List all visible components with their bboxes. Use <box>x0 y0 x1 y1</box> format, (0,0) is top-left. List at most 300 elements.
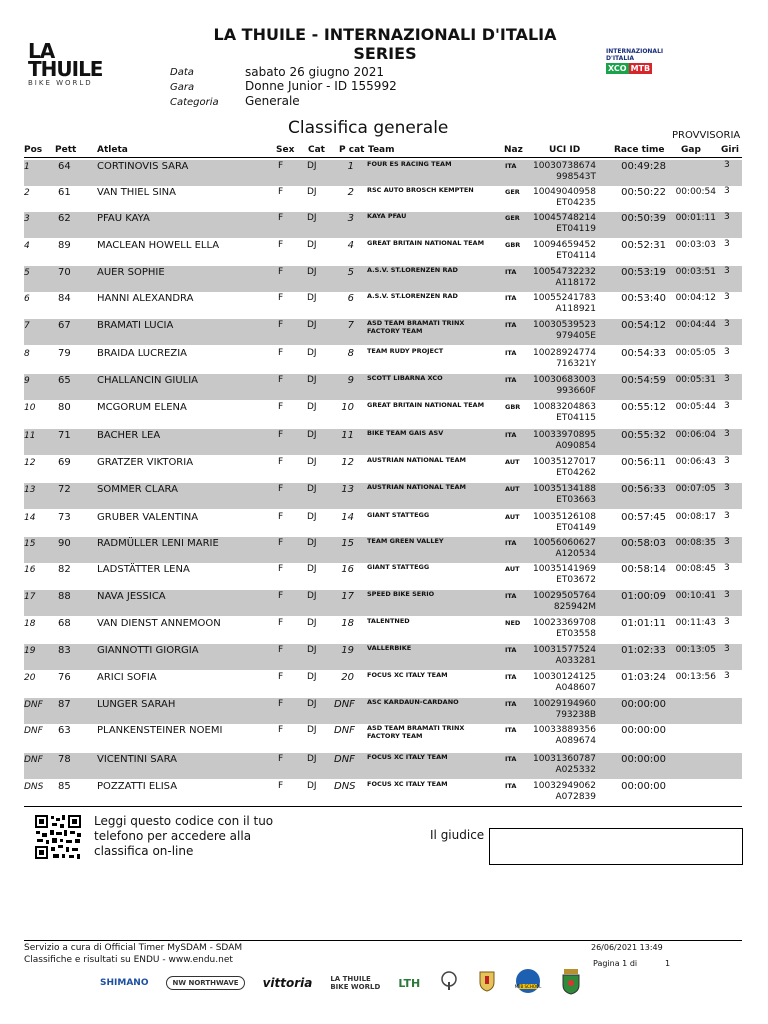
cell-naz: ITA <box>505 268 517 276</box>
cell-pett: 83 <box>58 645 71 656</box>
cell-pcat: 6 <box>347 293 354 304</box>
table-row <box>24 537 742 563</box>
cell-naz: AUT <box>505 513 520 521</box>
mtb-school-icon <box>514 967 542 999</box>
cell-pos: 16 <box>24 565 36 575</box>
cell-uci-id: 10029194960 793238B <box>533 699 596 720</box>
col-race-time: Race time <box>614 145 665 155</box>
cell-athlete: VAN DIENST ANNEMOON <box>97 618 221 629</box>
col-pcat: P cat <box>339 145 365 155</box>
cell-giri: 3 <box>724 511 730 521</box>
cell-uci-id: 10056060627 A120534 <box>533 538 596 559</box>
cell-race-time: 00:57:45 <box>621 512 666 523</box>
cell-cat: DJ <box>307 320 317 330</box>
bike-world-text: BIKE WORLD <box>28 79 93 87</box>
cell-race-time: 01:01:11 <box>621 618 666 629</box>
cell-giri: 3 <box>724 186 730 196</box>
cell-athlete: BRAIDA LUCREZIA <box>97 348 188 359</box>
cell-team: A.S.V. ST.LORENZEN RAD <box>367 266 458 274</box>
cell-naz: ITA <box>505 782 517 790</box>
table-row <box>24 292 742 318</box>
cell-pett: 72 <box>58 484 71 495</box>
table-row <box>24 753 742 779</box>
table-row <box>24 724 742 750</box>
cell-pos: 9 <box>24 376 30 386</box>
cell-team: SPEED BIKE SERIO <box>367 590 435 598</box>
cell-athlete: CORTINOVIS SARA <box>97 161 189 172</box>
cell-race-time: 00:56:11 <box>621 457 666 468</box>
cell-race-time: 00:50:22 <box>621 187 666 198</box>
cell-naz: ITA <box>505 700 517 708</box>
cell-team: VALLERBIKE <box>367 644 412 652</box>
table-row <box>24 374 742 400</box>
cell-sex: F <box>278 375 284 385</box>
table-row <box>24 483 742 509</box>
status-label: PROVVISORIA <box>672 130 741 141</box>
cell-uci-id: 10030539523 979405E <box>533 320 596 341</box>
cell-pos: 5 <box>24 268 30 278</box>
cell-pett: 63 <box>58 725 71 736</box>
table-row <box>24 563 742 589</box>
header-divider <box>24 157 742 158</box>
table-row <box>24 266 742 292</box>
la-thuile-logo <box>28 39 120 87</box>
meta-key-gara: Gara <box>170 82 195 93</box>
cell-race-time: 00:58:14 <box>621 564 666 575</box>
cell-gap: 00:05:31 <box>675 375 716 385</box>
cell-team: GREAT BRITAIN NATIONAL TEAM <box>367 401 485 409</box>
meta-value-data: sabato 26 giugno 2021 <box>245 65 384 79</box>
cell-pos: 17 <box>24 592 36 602</box>
cell-pcat: 16 <box>341 564 354 575</box>
cell-pcat: 7 <box>347 320 354 331</box>
cell-gap: 00:11:43 <box>675 618 716 628</box>
cell-sex: F <box>278 293 284 303</box>
cell-pett: 79 <box>58 348 71 359</box>
cell-pos: 20 <box>24 673 36 683</box>
cell-cat: DJ <box>307 240 317 250</box>
cell-pcat: DNF <box>334 754 355 765</box>
cell-uci-id: 10033889356 A089674 <box>533 725 596 746</box>
cell-naz: AUT <box>505 485 520 493</box>
cell-gap: 00:07:05 <box>675 484 716 494</box>
cell-sex: F <box>278 512 284 522</box>
cell-cat: DJ <box>307 348 317 358</box>
cell-pett: 76 <box>58 672 71 683</box>
footer-divider <box>24 940 742 941</box>
logo-xco: XCO <box>608 64 627 73</box>
cell-team: TEAM RUDY PROJECT <box>367 347 444 355</box>
cell-gap: 00:08:17 <box>675 512 716 522</box>
cell-pcat: 9 <box>347 375 354 386</box>
cell-race-time: 00:00:00 <box>621 725 666 736</box>
cell-naz: ITA <box>505 646 517 654</box>
cell-race-time: 00:53:19 <box>621 267 666 278</box>
cell-sex: F <box>278 267 284 277</box>
cell-athlete: VICENTINI SARA <box>97 754 177 765</box>
tree-emblem-icon <box>438 970 460 996</box>
table-bottom-divider <box>24 806 742 807</box>
cell-team: AUSTRIAN NATIONAL TEAM <box>367 456 466 464</box>
col-pos: Pos <box>24 145 43 155</box>
cell-sex: F <box>278 240 284 250</box>
cell-gap: 00:13:05 <box>675 645 716 655</box>
cell-pett: 62 <box>58 213 71 224</box>
cell-race-time: 00:52:31 <box>621 240 666 251</box>
cell-team: FOCUS XC ITALY TEAM <box>367 753 448 761</box>
cell-pcat: 1 <box>347 161 354 172</box>
cell-pos: DNF <box>24 726 43 736</box>
cell-sex: F <box>278 672 284 682</box>
cell-pos: 1 <box>24 162 30 172</box>
cell-pett: 65 <box>58 375 71 386</box>
table-row <box>24 780 742 806</box>
cell-pett: 70 <box>58 267 71 278</box>
cell-sex: F <box>278 781 284 791</box>
cell-uci-id: 10094659452 ET04114 <box>533 240 596 261</box>
cell-uci-id: 10029505764 825942M <box>533 591 596 612</box>
cell-naz: GER <box>505 188 520 196</box>
cell-uci-id: 10028924774 716321Y <box>533 348 596 369</box>
cell-giri: 3 <box>724 292 730 302</box>
table-row <box>24 186 742 212</box>
cell-pett: 68 <box>58 618 71 629</box>
cell-pett: 71 <box>58 430 71 441</box>
cell-athlete: RADMÜLLER LENI MARIE <box>97 538 219 549</box>
cell-sex: F <box>278 457 284 467</box>
cell-team: GIANT STATTEGG <box>367 511 430 519</box>
cell-pcat: 8 <box>347 348 354 359</box>
cell-team: SCOTT LIBARNA XCO <box>367 374 443 382</box>
cell-race-time: 00:53:40 <box>621 293 666 304</box>
cell-uci-id: 10035126108 ET04149 <box>533 512 596 533</box>
cell-giri: 3 <box>724 239 730 249</box>
cell-pos: 18 <box>24 619 36 629</box>
cell-athlete: HANNI ALEXANDRA <box>97 293 194 304</box>
cell-naz: ITA <box>505 592 517 600</box>
cell-cat: DJ <box>307 457 317 467</box>
cell-team: GIANT STATTEGG <box>367 563 430 571</box>
cell-sex: F <box>278 320 284 330</box>
cell-team: ASD TEAM BRAMATI TRINX FACTORY TEAM <box>367 319 465 335</box>
cell-cat: DJ <box>307 293 317 303</box>
cell-athlete: PFAU KAYA <box>97 213 150 224</box>
cell-pcat: 4 <box>347 240 354 251</box>
cell-team: GREAT BRITAIN NATIONAL TEAM <box>367 239 485 247</box>
cell-pett: 84 <box>58 293 71 304</box>
cell-naz: GER <box>505 214 520 222</box>
footer-datetime: 26/06/2021 13:49 <box>591 943 663 952</box>
cell-sex: F <box>278 645 284 655</box>
table-row <box>24 456 742 482</box>
cell-gap: 00:03:03 <box>675 240 716 250</box>
meta-key-data: Data <box>170 67 194 78</box>
cell-gap: 00:00:54 <box>675 187 716 197</box>
cell-sex: F <box>278 725 284 735</box>
cell-pett: 89 <box>58 240 71 251</box>
cell-team: A.S.V. ST.LORENZEN RAD <box>367 292 458 300</box>
cell-pcat: 15 <box>341 538 354 549</box>
coat-of-arms-icon <box>478 970 496 996</box>
cell-athlete: SOMMER CLARA <box>97 484 178 495</box>
cell-pett: 87 <box>58 699 71 710</box>
meta-value-categoria: Generale <box>245 94 300 108</box>
cell-cat: DJ <box>307 564 317 574</box>
col-naz: Naz <box>504 145 523 155</box>
cell-sex: F <box>278 564 284 574</box>
cell-pett: 61 <box>58 187 71 198</box>
cell-pcat: 2 <box>347 187 354 198</box>
table-row <box>24 401 742 427</box>
cell-naz: ITA <box>505 376 517 384</box>
cell-pett: 64 <box>58 161 71 172</box>
la-thuile-logo-text: LA THUILE <box>28 39 103 81</box>
col-giri: Giri <box>721 145 739 155</box>
cell-pos: 19 <box>24 646 36 656</box>
cell-naz: GBR <box>505 241 521 249</box>
cell-giri: 3 <box>724 401 730 411</box>
municipality-crest-icon <box>560 967 582 999</box>
cell-pos: 6 <box>24 294 30 304</box>
cell-uci-id: 10045748214 ET04119 <box>533 213 596 234</box>
col-atleta: Atleta <box>97 145 128 155</box>
sponsor-strip <box>100 966 620 1000</box>
cell-uci-id: 10030738674 998543T <box>533 161 596 182</box>
cell-sex: F <box>278 591 284 601</box>
col-team: Team <box>368 145 395 155</box>
cell-race-time: 00:55:32 <box>621 430 666 441</box>
judge-signature-box <box>489 828 743 865</box>
cell-team: AUSTRIAN NATIONAL TEAM <box>367 483 466 491</box>
cell-pos: 13 <box>24 485 36 495</box>
cell-sex: F <box>278 430 284 440</box>
cell-pcat: 5 <box>347 267 354 278</box>
cell-pos: DNF <box>24 700 43 710</box>
cell-uci-id: 10031577524 A033281 <box>533 645 596 666</box>
cell-athlete: POZZATTI ELISA <box>97 781 178 792</box>
cell-pos: 2 <box>24 188 30 198</box>
footer-page-total: 1 <box>665 959 671 968</box>
cell-race-time: 00:58:03 <box>621 538 666 549</box>
cell-cat: DJ <box>307 591 317 601</box>
cell-athlete: GRATZER VIKTORIA <box>97 457 194 468</box>
cell-naz: AUT <box>505 565 520 573</box>
cell-team: BIKE TEAM GAIS ASV <box>367 429 444 437</box>
cell-giri: 3 <box>724 347 730 357</box>
cell-race-time: 00:54:59 <box>621 375 666 386</box>
cell-uci-id: 10049040958 ET04235 <box>533 187 596 208</box>
cell-giri: 3 <box>724 456 730 466</box>
cell-pcat: DNF <box>334 725 355 736</box>
cell-gap: 00:10:41 <box>675 591 716 601</box>
cell-cat: DJ <box>307 699 317 709</box>
cell-uci-id: 10055241783 A118921 <box>533 293 596 314</box>
cell-cat: DJ <box>307 161 317 171</box>
cell-gap: 00:01:11 <box>675 213 716 223</box>
cell-cat: DJ <box>307 645 317 655</box>
cell-sex: F <box>278 538 284 548</box>
cell-cat: DJ <box>307 672 317 682</box>
table-row <box>24 319 742 345</box>
cell-giri: 3 <box>724 429 730 439</box>
cell-giri: 3 <box>724 266 730 276</box>
cell-race-time: 00:56:33 <box>621 484 666 495</box>
cell-uci-id: 10035141969 ET03672 <box>533 564 596 585</box>
cell-pcat: 13 <box>341 484 354 495</box>
footer-page-label: Pagina 1 di <box>593 959 638 968</box>
cell-cat: DJ <box>307 267 317 277</box>
cell-team: TALENTNED <box>367 617 410 625</box>
cell-gap: 00:08:45 <box>675 564 716 574</box>
cell-gap: 00:05:44 <box>675 402 716 412</box>
cell-race-time: 00:49:28 <box>621 161 666 172</box>
cell-pett: 73 <box>58 512 71 523</box>
cell-pcat: 3 <box>347 213 354 224</box>
cell-athlete: MCGORUM ELENA <box>97 402 187 413</box>
cell-naz: ITA <box>505 162 517 170</box>
footer-endu: Classifiche e risultati su ENDU - www.endu.net <box>24 955 233 965</box>
cell-pcat: DNS <box>334 781 356 792</box>
cell-cat: DJ <box>307 430 317 440</box>
cell-pett: 69 <box>58 457 71 468</box>
cell-cat: DJ <box>307 512 317 522</box>
cell-naz: NED <box>505 619 521 627</box>
cell-naz: GBR <box>505 403 521 411</box>
footer-service: Servizio a cura di Official Timer MySDAM - SDAM <box>24 943 243 953</box>
cell-athlete: CHALLANCIN GIULIA <box>97 375 199 386</box>
cell-cat: DJ <box>307 484 317 494</box>
cell-pos: DNF <box>24 755 43 765</box>
sponsor-vittoria: vittoria <box>262 976 313 990</box>
col-cat: Cat <box>308 145 325 155</box>
cell-pcat: 12 <box>341 457 354 468</box>
cell-race-time: 00:00:00 <box>621 699 666 710</box>
cell-race-time: 00:50:39 <box>621 213 666 224</box>
sponsor-shimano: SHIMANO <box>100 978 149 988</box>
cell-athlete: NAVA JESSICA <box>97 591 166 602</box>
event-title-line1: LA THUILE - INTERNAZIONALI D'ITALIA <box>213 25 557 44</box>
cell-giri: 3 <box>724 483 730 493</box>
section-title: Classifica generale <box>288 118 449 138</box>
col-uci: UCI ID <box>549 145 581 155</box>
qr-code[interactable] <box>34 814 82 860</box>
cell-race-time: 00:00:00 <box>621 781 666 792</box>
cell-giri: 3 <box>724 374 730 384</box>
cell-race-time: 01:00:09 <box>621 591 666 602</box>
cell-race-time: 01:03:24 <box>621 672 666 683</box>
cell-naz: ITA <box>505 294 517 302</box>
logo-mtb: MTB <box>630 64 651 73</box>
table-row <box>24 239 742 265</box>
cell-pos: 15 <box>24 539 36 549</box>
cell-athlete: GIANNOTTI GIORGIA <box>97 645 199 656</box>
cell-athlete: ARICI SOFIA <box>97 672 157 683</box>
cell-pos: 11 <box>24 431 36 441</box>
cell-sex: F <box>278 618 284 628</box>
cell-pos: 12 <box>24 458 36 468</box>
cell-sex: F <box>278 402 284 412</box>
cell-race-time: 00:54:12 <box>621 320 666 331</box>
qr-instructions: Leggi questo codice con il tuo telefono per accedere alla classifica on-line <box>94 814 274 858</box>
cell-pcat: 11 <box>341 430 354 441</box>
cell-uci-id: 10031360787 A025332 <box>533 754 596 775</box>
cell-team: RSC AUTO BROSCH KEMPTEN <box>367 186 474 194</box>
cell-naz: ITA <box>505 321 517 329</box>
cell-sex: F <box>278 699 284 709</box>
cell-pett: 90 <box>58 538 71 549</box>
cell-giri: 3 <box>724 617 730 627</box>
cell-uci-id: 10083204863 ET04115 <box>533 402 596 423</box>
cell-naz: AUT <box>505 458 520 466</box>
cell-pcat: 10 <box>341 402 354 413</box>
cell-cat: DJ <box>307 781 317 791</box>
cell-athlete: GRUBER VALENTINA <box>97 512 199 523</box>
cell-uci-id: 10033970895 A090854 <box>533 430 596 451</box>
cell-pett: 82 <box>58 564 71 575</box>
cell-naz: ITA <box>505 755 517 763</box>
cell-giri: 3 <box>724 160 730 170</box>
cell-gap: 00:04:12 <box>675 293 716 303</box>
cell-race-time: 01:02:33 <box>621 645 666 656</box>
cell-uci-id: 10035134188 ET03663 <box>533 484 596 505</box>
sponsor-lth: LTH <box>398 976 421 990</box>
table-row <box>24 644 742 670</box>
table-row <box>24 347 742 373</box>
table-row <box>24 429 742 455</box>
cell-pcat: 14 <box>341 512 354 523</box>
sponsor-northwave: NW NORTHWAVE <box>166 976 244 990</box>
cell-giri: 3 <box>724 563 730 573</box>
cell-pos: 14 <box>24 513 36 523</box>
cell-pcat: 17 <box>341 591 354 602</box>
cell-pos: 8 <box>24 349 30 359</box>
cell-athlete: BRAMATI LUCIA <box>97 320 174 331</box>
cell-athlete: LADSTÄTTER LENA <box>97 564 190 575</box>
table-row <box>24 160 742 186</box>
cell-sex: F <box>278 348 284 358</box>
cell-cat: DJ <box>307 402 317 412</box>
cell-pcat: 19 <box>341 645 354 656</box>
internazionali-italia-logo <box>606 48 692 73</box>
col-pett: Pett <box>55 145 77 155</box>
cell-pos: 10 <box>24 403 36 413</box>
cell-gap: 00:13:56 <box>675 672 716 682</box>
cell-athlete: LUNGER SARAH <box>97 699 176 710</box>
cell-giri: 3 <box>724 590 730 600</box>
cell-naz: ITA <box>505 539 517 547</box>
meta-value-gara: Donne Junior - ID 155992 <box>245 79 397 93</box>
cell-race-time: 00:54:33 <box>621 348 666 359</box>
cell-cat: DJ <box>307 213 317 223</box>
cell-team: TEAM GREEN VALLEY <box>367 537 444 545</box>
cell-cat: DJ <box>307 375 317 385</box>
cell-naz: ITA <box>505 349 517 357</box>
cell-athlete: BACHER LEA <box>97 430 161 441</box>
cell-uci-id: 10035127017 ET04262 <box>533 457 596 478</box>
cell-giri: 3 <box>724 319 730 329</box>
table-row <box>24 617 742 643</box>
cell-team: FOCUS XC ITALY TEAM <box>367 780 448 788</box>
svg-text:MTB SCHOOL: MTB SCHOOL <box>514 984 542 989</box>
cell-athlete: MACLEAN HOWELL ELLA <box>97 240 220 251</box>
table-row <box>24 590 742 616</box>
cell-pos: 4 <box>24 241 30 251</box>
cell-uci-id: 10023369708 ET03558 <box>533 618 596 639</box>
table-row <box>24 212 742 238</box>
cell-athlete: AUER SOPHIE <box>97 267 165 278</box>
cell-team: FOUR ES RACING TEAM <box>367 160 452 168</box>
cell-sex: F <box>278 213 284 223</box>
